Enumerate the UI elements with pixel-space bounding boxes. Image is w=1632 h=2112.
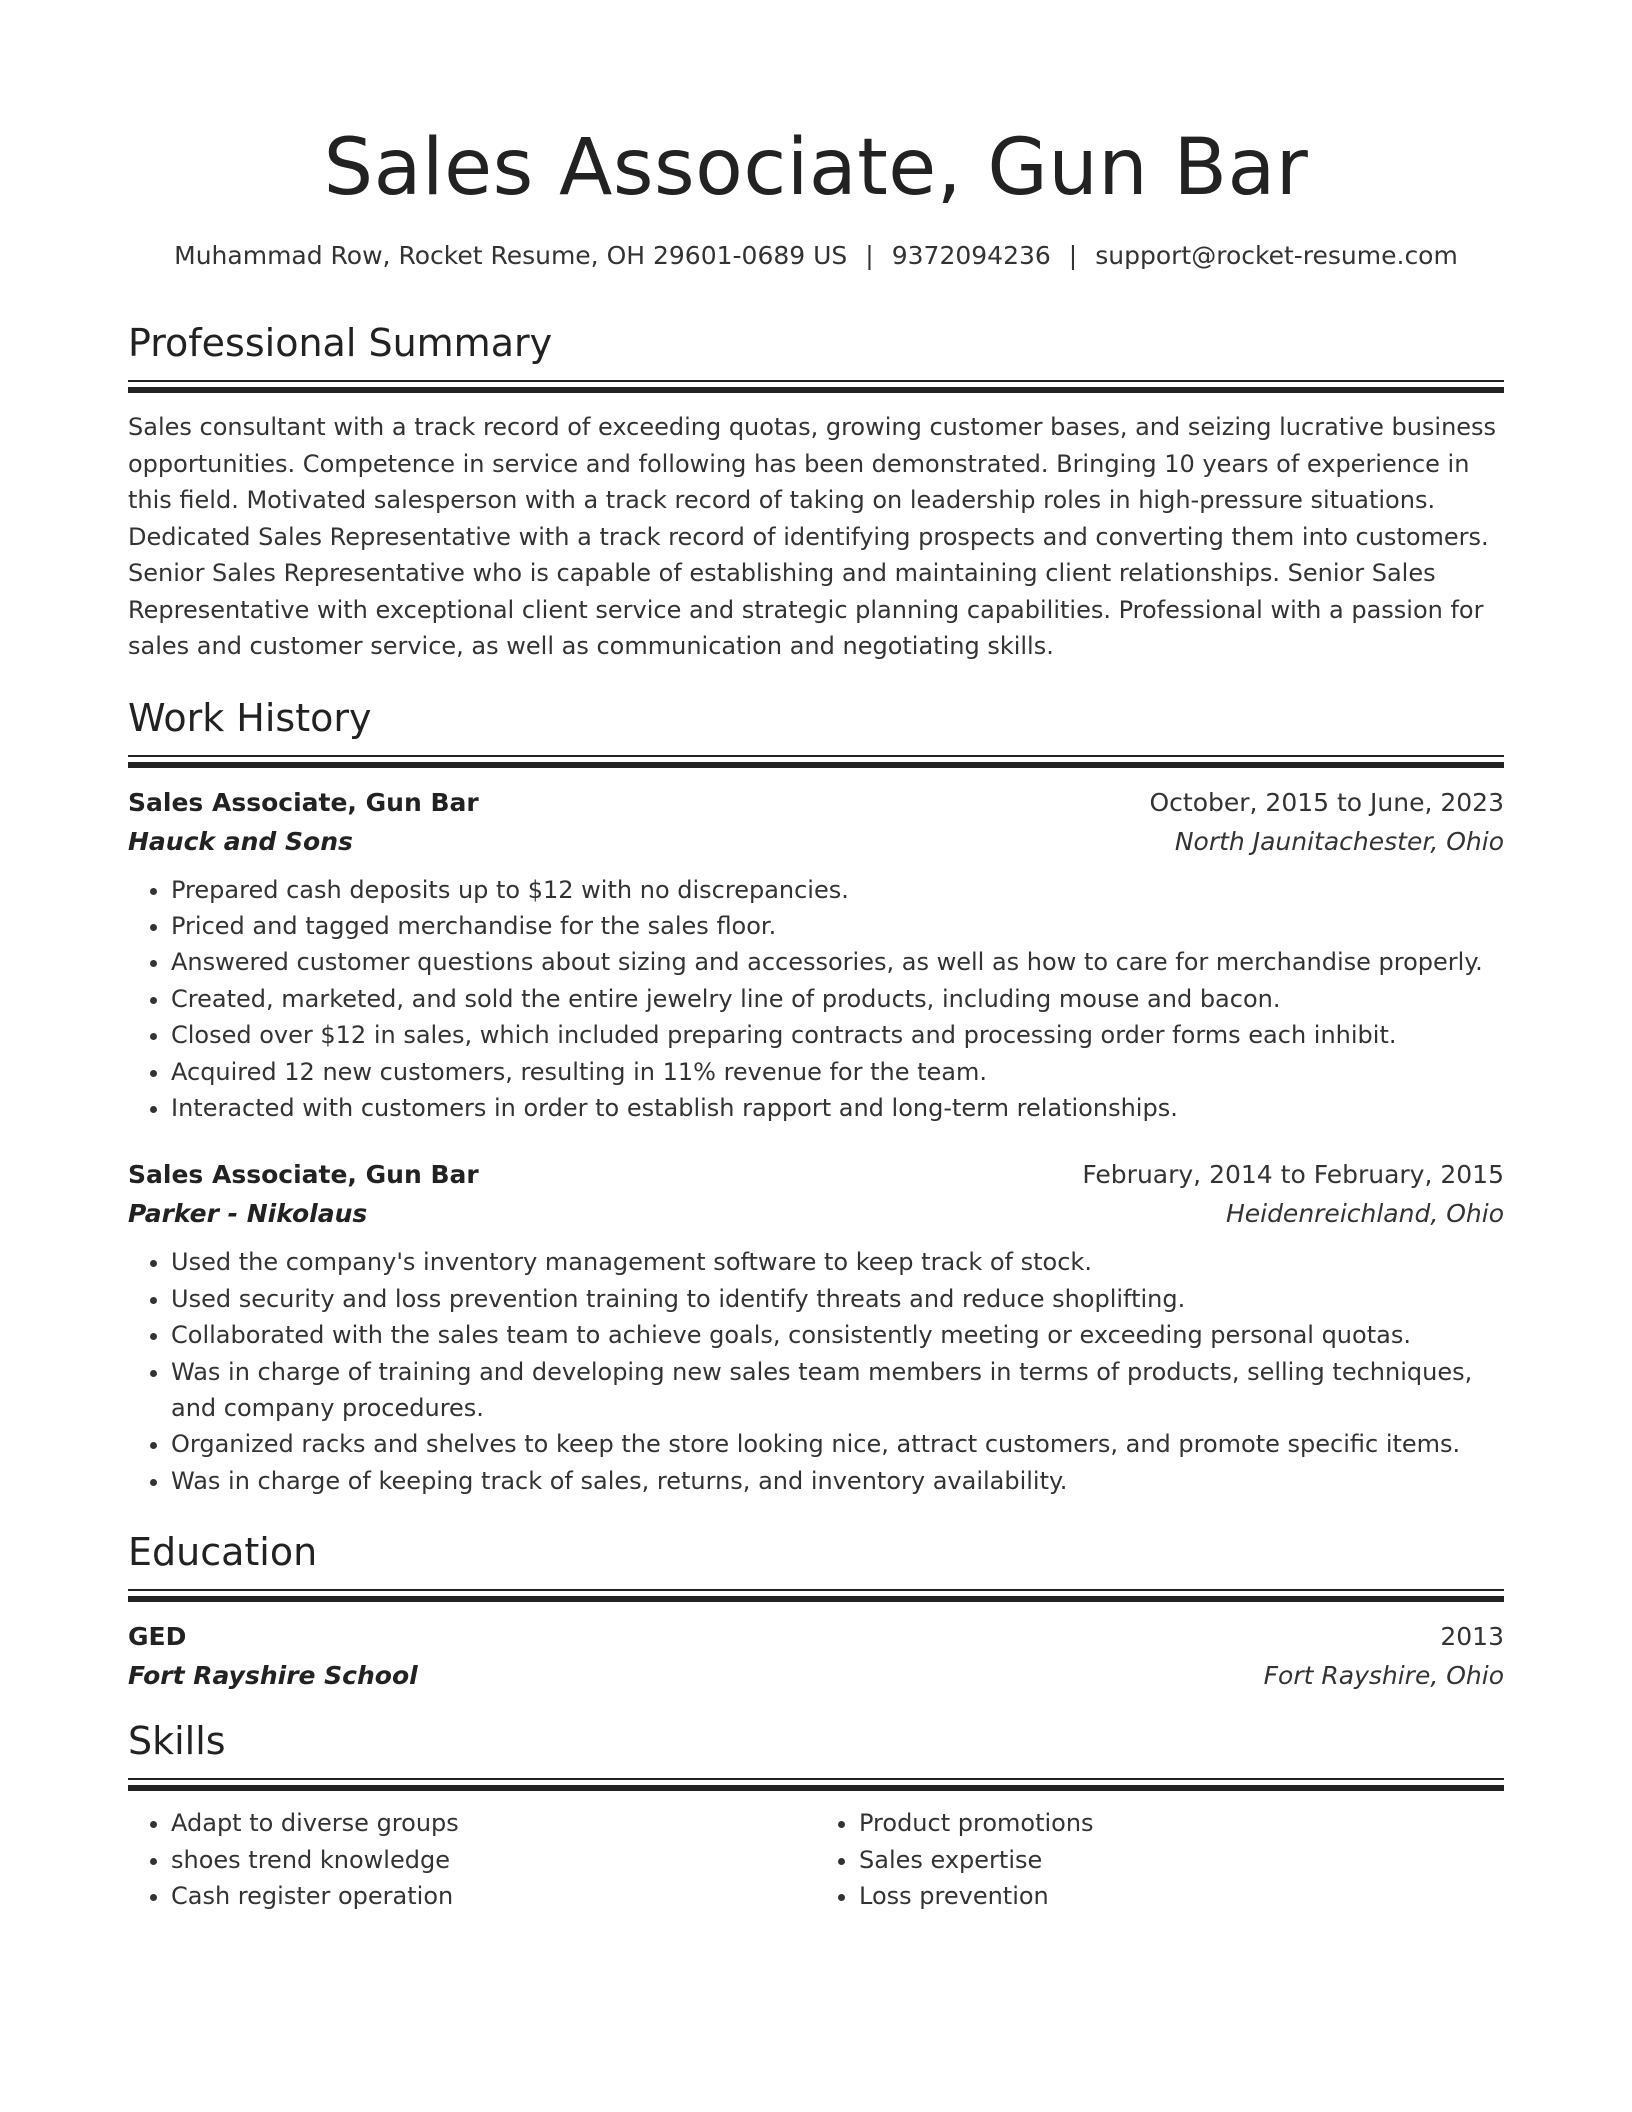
education-school: Fort Rayshire School	[128, 1661, 418, 1691]
resume-name: Sales Associate, Gun Bar	[323, 123, 1309, 213]
job-entry	[128, 1156, 1504, 1499]
list-item: • Was in charge of keeping track of sales, returns, and inventory availability.	[171, 1463, 1504, 1499]
skill-item: • Cash register operation	[171, 1878, 816, 1914]
list-item: • Answered customer questions about sizing and accessories, as well as how to care for merchandise properly.	[171, 944, 1504, 980]
job-entry	[128, 784, 1504, 1127]
section-divider	[128, 380, 1504, 393]
skill-item: • Loss prevention	[859, 1878, 1504, 1914]
skill-item: • shoes trend knowledge	[171, 1842, 816, 1878]
section-divider	[128, 755, 1504, 768]
job-title: Sales Associate, Gun Bar	[128, 1160, 479, 1190]
skills-list-left	[128, 1805, 816, 1914]
job-title: Sales Associate, Gun Bar	[128, 787, 479, 817]
job-company: Parker - Nikolaus	[128, 1199, 368, 1229]
list-item: • Organized racks and shelves to keep the store looking nice, attract customers, and promote specific items.	[171, 1426, 1504, 1462]
list-item: • Was in charge of training and developing new sales team members in terms of products, selling techniques, and company procedures.	[171, 1354, 1504, 1427]
job-dates: October, 2015 to June, 2023	[1149, 787, 1504, 817]
section-divider	[128, 1778, 1504, 1791]
section-title-skills: Skills	[128, 1719, 226, 1764]
contact-separator: |	[1068, 241, 1078, 270]
skill-item: • Product promotions	[859, 1805, 1504, 1841]
job-dates: February, 2014 to February, 2015	[1082, 1160, 1504, 1190]
education-entry	[128, 1618, 1504, 1696]
list-item: • Closed over $12 in sales, which included preparing contracts and processing order forms each inhibit.	[171, 1017, 1504, 1053]
education-section	[128, 1529, 1504, 1696]
section-title-education: Education	[128, 1530, 318, 1575]
job-company: Hauck and Sons	[128, 826, 353, 856]
contact-email: support@rocket-resume.com	[1095, 241, 1458, 270]
list-item: • Used security and loss prevention training to identify threats and reduce shoplifting.	[171, 1281, 1504, 1317]
list-item: • Prepared cash deposits up to $12 with no discrepancies.	[171, 872, 1504, 908]
summary-text: Sales consultant with a track record of exceeding quotas, growing customer bases, and seizing lucrative business opportunities. Competence in service and following has been demonstrated. Bringing 10 years of experience in this field. Motivated salesperson with a track record of taking on leadership roles in high-pressure situations. Dedicated Sales Representative with a track record of identifying prospects and converting them into customers. Senior Sales Representative who is capable of establishing and maintaining client relationships. Senior Sales Representative with exceptional client service and strategic planning capabilities. Professional with a passion for sales and customer service, as well as communication and negotiating skills.	[128, 413, 1497, 660]
job-bullets	[128, 1244, 1504, 1499]
contact-address: Muhammad Row, Rocket Resume, OH 29601-0689 US	[174, 241, 848, 270]
contact-phone: 9372094236	[891, 241, 1051, 270]
skills-section	[128, 1718, 1504, 1914]
list-item: • Collaborated with the sales team to achieve goals, consistently meeting or exceeding personal quotas.	[171, 1317, 1504, 1353]
education-degree: GED	[128, 1622, 187, 1652]
job-location: North Jaunitachester, Ohio	[1174, 826, 1504, 856]
job-location: Heidenreichland, Ohio	[1225, 1199, 1504, 1229]
list-item: • Priced and tagged merchandise for the sales floor.	[171, 908, 1504, 944]
skill-item: • Sales expertise	[859, 1842, 1504, 1878]
list-item: • Interacted with customers in order to establish rapport and long-term relationships.	[171, 1090, 1504, 1126]
work-history-section	[128, 695, 1504, 1500]
skills-list-right	[816, 1805, 1504, 1914]
contact-line	[128, 240, 1504, 272]
summary-section	[128, 320, 1504, 665]
list-item: • Created, marketed, and sold the entire jewelry line of products, including mouse and bacon.	[171, 981, 1504, 1017]
skills-columns	[128, 1805, 1504, 1914]
section-title-work-history: Work History	[128, 695, 372, 740]
contact-separator: |	[865, 241, 874, 270]
list-item: • Used the company's inventory management software to keep track of stock.	[171, 1244, 1504, 1280]
skill-item: • Adapt to diverse groups	[171, 1805, 816, 1841]
job-bullets	[128, 872, 1504, 1127]
education-year: 2013	[1440, 1622, 1504, 1652]
education-location: Fort Rayshire, Ohio	[1263, 1661, 1504, 1691]
section-divider	[128, 1589, 1504, 1602]
list-item: • Acquired 12 new customers, resulting in 11% revenue for the team.	[171, 1054, 1504, 1090]
section-title-summary: Professional Summary	[128, 321, 553, 365]
